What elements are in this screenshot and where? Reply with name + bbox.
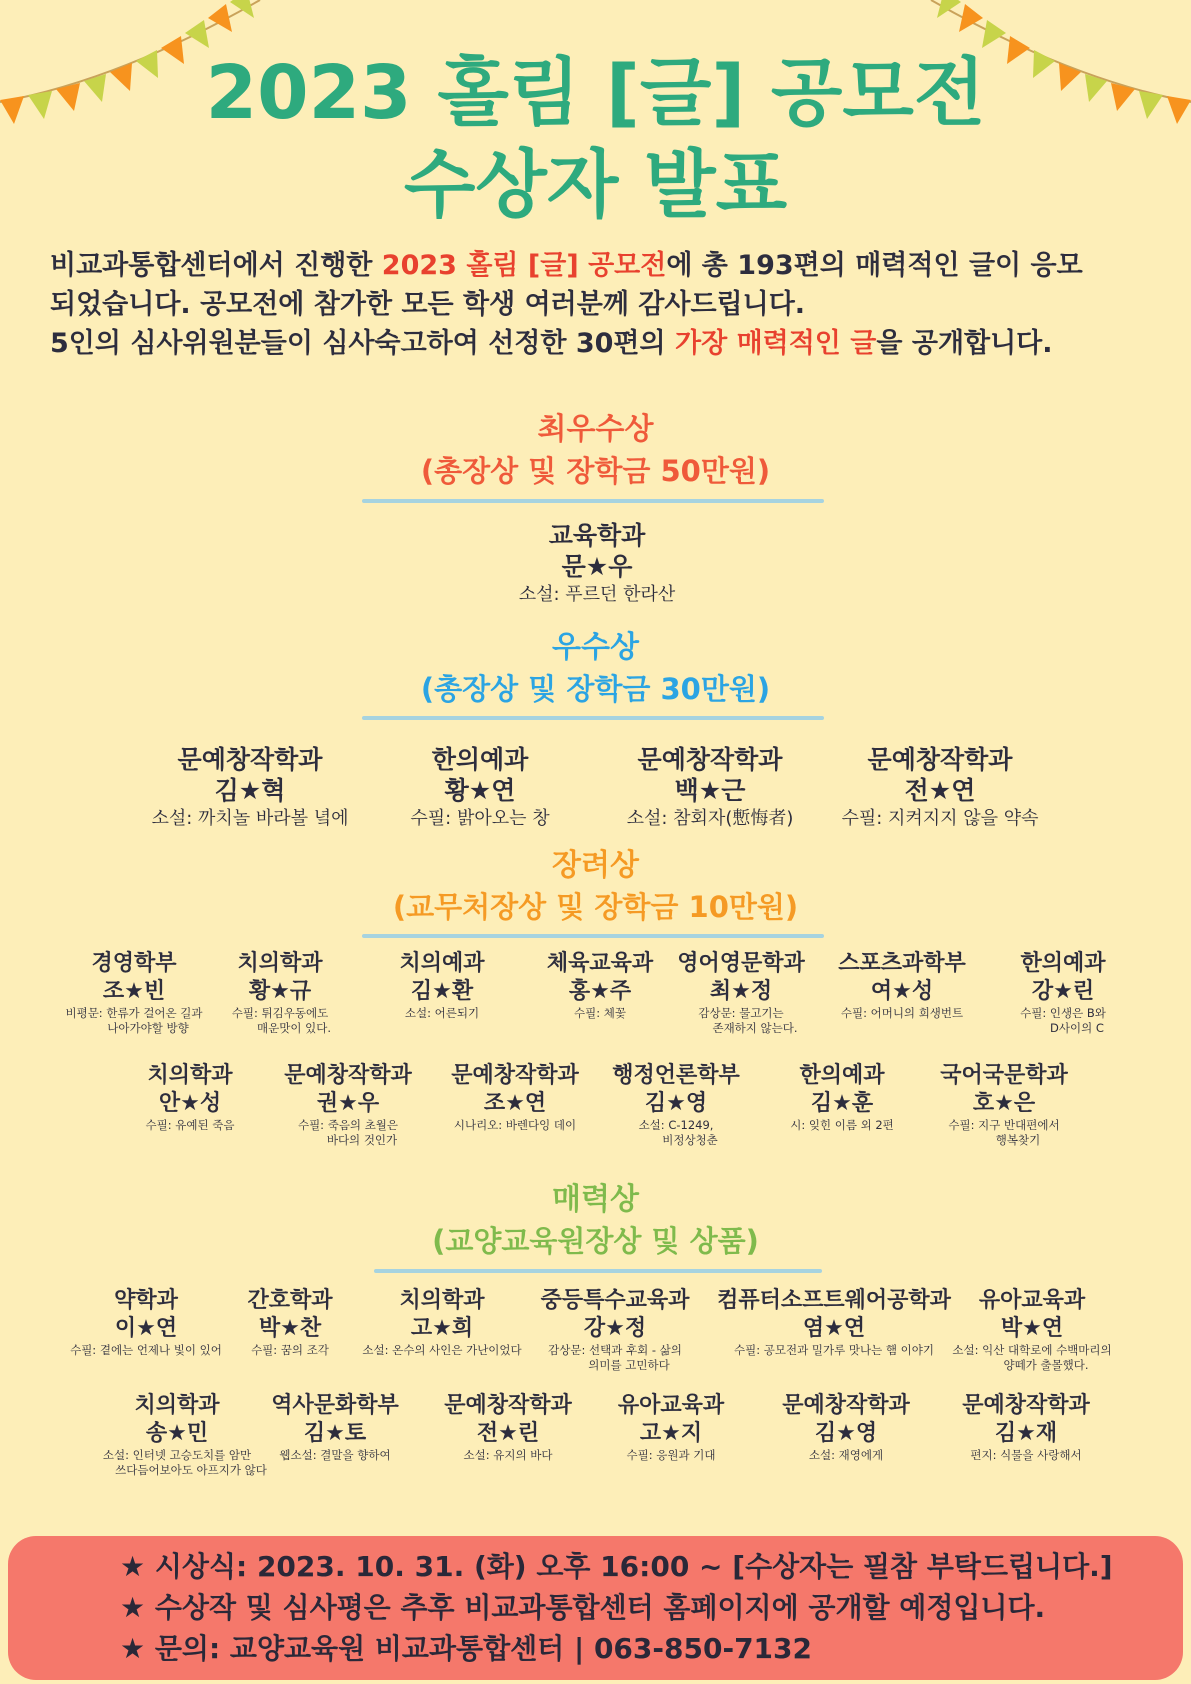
winner-excellence bbox=[410, 744, 549, 832]
winner-dept: 치의학과 bbox=[147, 1063, 233, 1088]
winner-charm bbox=[952, 1287, 1111, 1373]
winner-charm bbox=[541, 1287, 690, 1373]
winner-name: 권★우 bbox=[316, 1091, 380, 1116]
winner-encourage bbox=[1020, 950, 1106, 1036]
excellence-award-heading bbox=[0, 628, 1191, 710]
winner-work: 수필: 꿈의 조각 bbox=[251, 1343, 329, 1357]
winner-encourage bbox=[65, 950, 202, 1036]
winner-dept: 치의예과 bbox=[399, 951, 485, 976]
intro-line-2: 되었습니다. 공모전에 참가한 모든 학생 여러분께 감사드립니다. bbox=[50, 289, 806, 320]
charm-award-heading bbox=[0, 1180, 1191, 1262]
winner-work: 소설: C-1249, 비정상청춘 bbox=[638, 1118, 718, 1147]
winner-work: 수필: 어머니의 희생번트 bbox=[840, 1006, 964, 1020]
winner-work: 소설: 인터넷 고승도치를 암만 쓰다듬어보아도 아프지가 않다 bbox=[102, 1448, 267, 1477]
winner-dept: 행정언론학부 bbox=[612, 1063, 740, 1088]
winner-encourage bbox=[838, 950, 966, 1021]
winner-charm bbox=[444, 1392, 572, 1463]
winner-name: 전★연 bbox=[904, 776, 976, 805]
winner-work: 웹소설: 결말을 향하여 bbox=[279, 1448, 391, 1462]
section-divider bbox=[374, 1269, 822, 1273]
winner-name: 여★성 bbox=[870, 979, 934, 1004]
winner-charm bbox=[70, 1287, 222, 1358]
winner-work: 소설: 어른되기 bbox=[404, 1006, 480, 1020]
winner-dept: 한의예과 bbox=[799, 1063, 885, 1088]
winner-encourage bbox=[399, 950, 484, 1021]
winner-excellence bbox=[627, 744, 794, 832]
award-prize: (총장상 및 장학금 50만원) bbox=[420, 454, 771, 488]
section-divider bbox=[362, 716, 824, 720]
winner-name: 최★정 bbox=[709, 979, 773, 1004]
winner-dept: 유아교육과 bbox=[978, 1288, 1086, 1313]
winner-name: 김★영 bbox=[814, 1421, 878, 1446]
winner-charm bbox=[362, 1287, 521, 1358]
winner-name: 조★연 bbox=[483, 1091, 547, 1116]
winner-work: 수필: 유예된 죽음 bbox=[145, 1118, 235, 1132]
winner-work: 수필: 공모전과 밀가루 맛나는 햄 이야기 bbox=[734, 1343, 934, 1357]
winner-dept: 문예창작학과 bbox=[637, 745, 783, 774]
winner-work: 수필: 지구 반대편에서 행복찾기 bbox=[948, 1118, 1060, 1147]
winner-work: 소설: 참회자(慙悔者) bbox=[626, 808, 794, 829]
winner-charm bbox=[717, 1287, 951, 1358]
winner-dept: 한의예과 bbox=[1020, 951, 1106, 976]
award-prize: (교무처장상 및 장학금 10만원) bbox=[392, 890, 799, 924]
winner-charm bbox=[271, 1392, 399, 1463]
winner-grand bbox=[519, 520, 676, 608]
contact-info: ★ 문의: 교양교육원 비교과통합센터 | 063-850-7132 bbox=[120, 1632, 813, 1665]
winner-encourage bbox=[284, 1062, 412, 1148]
winner-name: 박★찬 bbox=[258, 1316, 322, 1341]
winner-name: 문★우 bbox=[561, 552, 633, 581]
winner-work: 소설: 까치놀 바라볼 녘에 bbox=[151, 808, 349, 829]
winner-name: 김★재 bbox=[994, 1421, 1058, 1446]
winner-dept: 교육학과 bbox=[548, 521, 646, 550]
winner-charm bbox=[87, 1392, 267, 1478]
winner-work: 소설: 재영에게 bbox=[808, 1448, 884, 1462]
winner-dept: 문예창작학과 bbox=[444, 1393, 572, 1418]
winner-work: 시나리오: 바렌다잉 데이 bbox=[453, 1118, 577, 1132]
winner-name: 김★훈 bbox=[810, 1091, 874, 1116]
award-prize: (총장상 및 장학금 30만원) bbox=[420, 672, 771, 706]
ceremony-info: ★ 시상식: 2023. 10. 31. (화) 오후 16:00 ~ [수상자는 필참 부탁드립니다.] bbox=[120, 1550, 1113, 1583]
winner-dept: 역사문화학부 bbox=[271, 1393, 399, 1418]
winner-encourage bbox=[547, 950, 653, 1021]
winner-dept: 영어영문학과 bbox=[677, 951, 805, 976]
winner-dept: 간호학과 bbox=[247, 1288, 333, 1313]
winner-dept: 경영학부 bbox=[91, 951, 177, 976]
winner-work: 소설: 푸르던 한라산 bbox=[518, 584, 676, 605]
winner-charm bbox=[247, 1287, 332, 1358]
winner-dept: 체육교육과 bbox=[546, 951, 654, 976]
winner-encourage bbox=[229, 950, 331, 1036]
winner-name: 조★빈 bbox=[102, 979, 166, 1004]
winner-work: 수필: 지켜지지 않을 약속 bbox=[841, 808, 1039, 829]
winner-name: 백★근 bbox=[674, 776, 746, 805]
event-info-box bbox=[8, 1536, 1183, 1680]
winner-name: 황★규 bbox=[248, 979, 312, 1004]
encourage-award-heading bbox=[0, 846, 1191, 928]
page-subtitle: 수상자 발표 bbox=[403, 142, 788, 228]
winner-name: 고★희 bbox=[410, 1316, 474, 1341]
winner-work: 소설: 온수의 사인은 가난이었다 bbox=[362, 1343, 522, 1357]
winner-work: 감상문: 선택과 후회 - 삶의 의미를 고민하다 bbox=[548, 1343, 682, 1372]
section-divider bbox=[362, 499, 824, 503]
winner-work: 수필: 인생은 B와 D사이의 C bbox=[1020, 1006, 1106, 1035]
winner-dept: 치의학과 bbox=[134, 1393, 220, 1418]
winner-work: 편지: 식물을 사랑해서 bbox=[970, 1448, 1082, 1462]
winner-name: 안★성 bbox=[158, 1091, 222, 1116]
winner-dept: 문예창작학과 bbox=[284, 1063, 412, 1088]
intro-line-3: 5인의 심사위원분들이 심사숙고하여 선정한 30편의 가장 매력적인 글을 공개합니다. bbox=[50, 328, 1053, 359]
winner-name: 강★린 bbox=[1031, 979, 1095, 1004]
attractive-text-highlight: 가장 매력적인 글 bbox=[675, 328, 877, 359]
winner-dept: 중등특수교육과 bbox=[540, 1288, 690, 1313]
grand-award-heading bbox=[0, 410, 1191, 492]
winner-name: 김★영 bbox=[644, 1091, 708, 1116]
winner-dept: 스포츠과학부 bbox=[838, 951, 966, 976]
award-name: 장려상 bbox=[552, 848, 639, 883]
winner-dept: 한의예과 bbox=[431, 745, 529, 774]
page-title: 2023 홀림 [글] 공모전 bbox=[205, 50, 986, 136]
winner-encourage bbox=[612, 1062, 740, 1148]
winner-dept: 치의학과 bbox=[399, 1288, 485, 1313]
winner-dept: 문예창작학과 bbox=[962, 1393, 1090, 1418]
winner-dept: 문예창작학과 bbox=[782, 1393, 910, 1418]
winner-dept: 약학과 bbox=[114, 1288, 178, 1313]
winner-name: 염★연 bbox=[802, 1316, 866, 1341]
winner-encourage bbox=[790, 1062, 894, 1133]
intro-line-1: 비교과통합센터에서 진행한 2023 홀림 [글] 공모전에 총 193편의 매력적인 글이 응모 bbox=[50, 250, 1083, 281]
winner-dept: 치의학과 bbox=[237, 951, 323, 976]
contest-name-highlight: 2023 홀림 [글] 공모전 bbox=[381, 250, 667, 281]
award-name: 매력상 bbox=[552, 1182, 639, 1217]
winner-dept: 컴퓨터소프트웨어공학과 bbox=[717, 1288, 951, 1313]
winner-charm bbox=[618, 1392, 724, 1463]
winner-work: 수필: 밝아오는 창 bbox=[410, 808, 550, 829]
winner-work: 시: 잊힌 이름 외 2편 bbox=[790, 1118, 894, 1132]
winner-work: 수필: 곁에는 언제나 빛이 있어 bbox=[70, 1343, 222, 1357]
winner-encourage bbox=[451, 1062, 579, 1133]
winner-encourage bbox=[146, 1062, 235, 1133]
winner-dept: 문예창작학과 bbox=[451, 1063, 579, 1088]
winner-work: 소설: 익산 대학로에 수백마리의 양떼가 출몰했다. bbox=[952, 1343, 1112, 1372]
winner-dept: 문예창작학과 bbox=[177, 745, 323, 774]
winner-work: 수필: 응원과 기대 bbox=[626, 1448, 716, 1462]
winner-work: 소설: 유지의 바다 bbox=[463, 1448, 553, 1462]
section-divider bbox=[362, 934, 824, 938]
winner-work: 비평문: 한류가 걸어온 길과 나아가야할 방향 bbox=[65, 1006, 203, 1035]
winner-work: 수필: 튀김우동에도 매운맛이 있다. bbox=[231, 1006, 331, 1035]
winner-name: 이★연 bbox=[114, 1316, 178, 1341]
winner-excellence bbox=[151, 744, 348, 832]
winner-charm bbox=[962, 1392, 1090, 1463]
winner-work: 감상문: 물고기는 존재하지 않는다. bbox=[698, 1006, 798, 1035]
winner-name: 송★민 bbox=[145, 1421, 209, 1446]
winner-name: 김★혁 bbox=[214, 776, 286, 805]
winner-name: 김★환 bbox=[410, 979, 474, 1004]
winner-name: 강★정 bbox=[583, 1316, 647, 1341]
winner-name: 김★토 bbox=[303, 1421, 367, 1446]
winner-name: 황★연 bbox=[444, 776, 516, 805]
winner-work: 수필: 죽음의 초월은 바다의 것인가 bbox=[297, 1118, 399, 1147]
winner-name: 전★린 bbox=[476, 1421, 540, 1446]
winner-dept: 문예창작학과 bbox=[867, 745, 1013, 774]
winner-name: 호★은 bbox=[972, 1091, 1036, 1116]
award-prize: (교양교육원장상 및 상품) bbox=[432, 1224, 759, 1258]
winner-work: 수필: 체꽃 bbox=[574, 1006, 626, 1020]
winner-name: 박★연 bbox=[1000, 1316, 1064, 1341]
winner-encourage bbox=[940, 1062, 1068, 1148]
publication-info: ★ 수상작 및 심사평은 추후 비교과통합센터 홈페이지에 공개할 예정입니다. bbox=[120, 1591, 1046, 1624]
winner-dept: 국어국문학과 bbox=[940, 1063, 1068, 1088]
winner-name: 고★지 bbox=[639, 1421, 703, 1446]
winner-encourage bbox=[677, 950, 805, 1036]
award-name: 최우수상 bbox=[537, 412, 654, 447]
winner-excellence bbox=[841, 744, 1038, 832]
award-name: 우수상 bbox=[552, 630, 639, 665]
winner-name: 홍★주 bbox=[568, 979, 632, 1004]
intro-paragraph bbox=[50, 246, 1150, 363]
winner-charm bbox=[782, 1392, 910, 1463]
winner-dept: 유아교육과 bbox=[617, 1393, 725, 1418]
